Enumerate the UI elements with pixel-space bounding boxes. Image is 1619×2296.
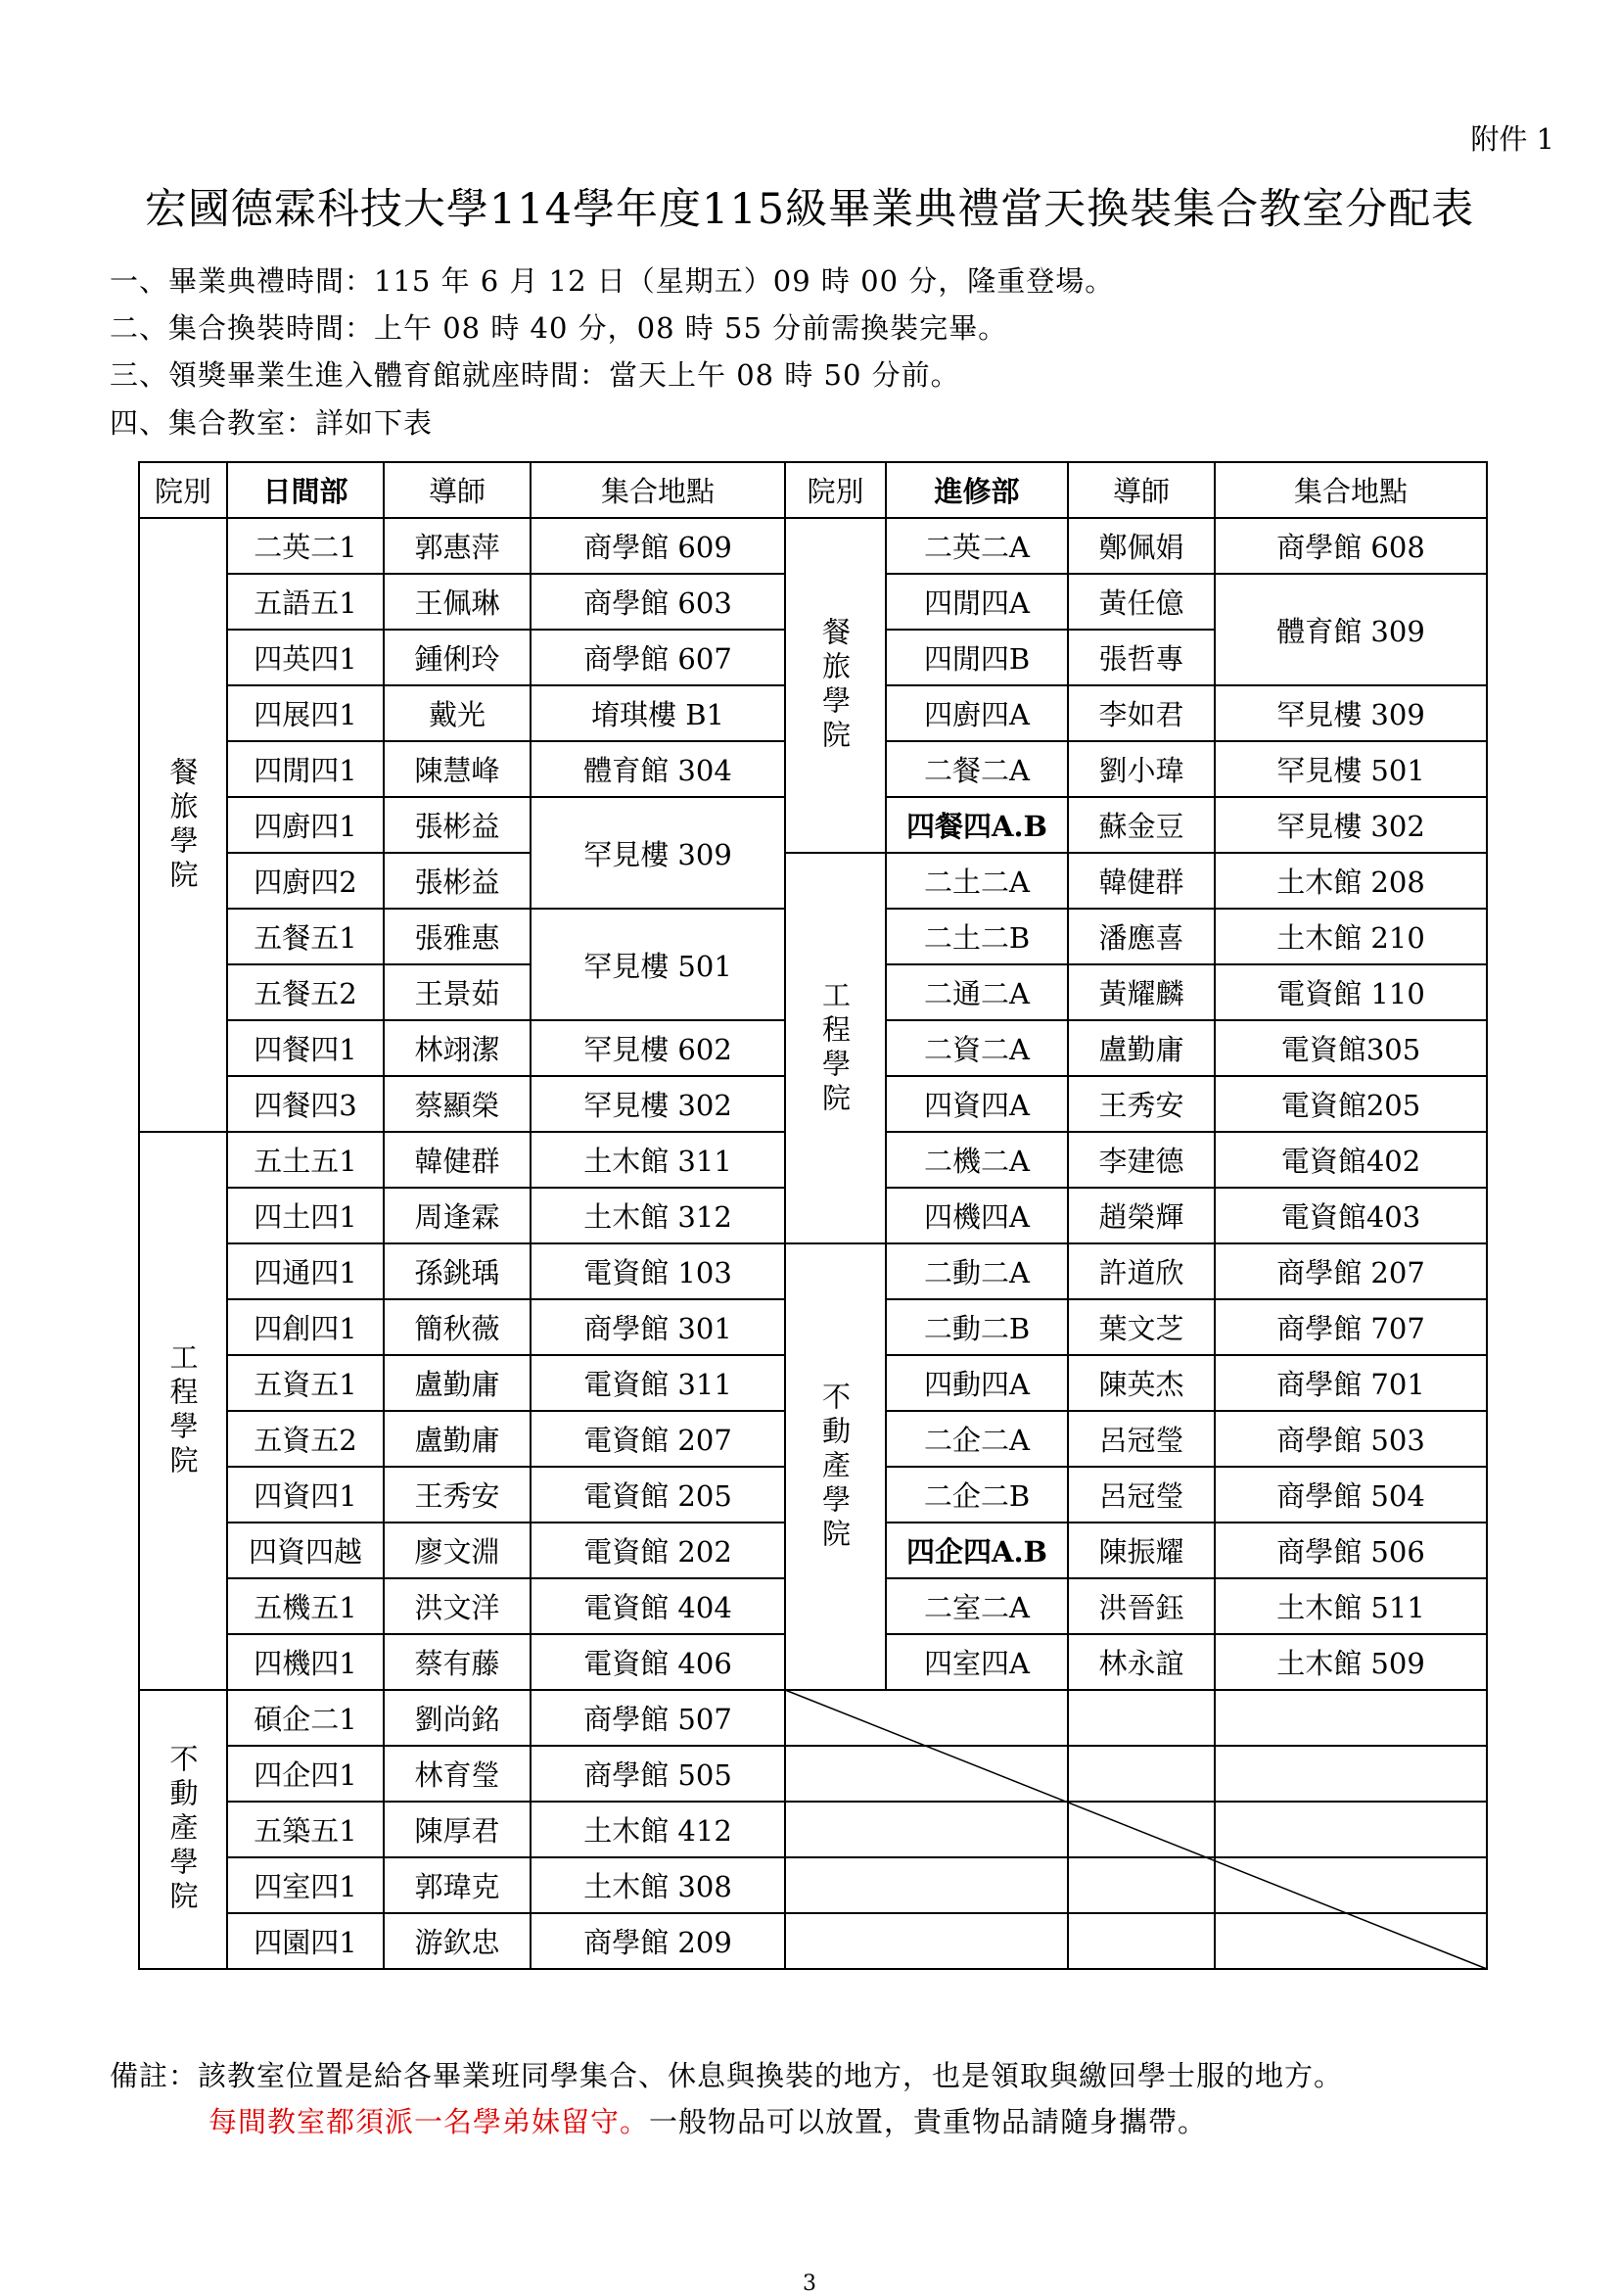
note-line-2 — [208, 2100, 1207, 2140]
empty-cell — [1068, 1802, 1215, 1857]
header-college-day: 院別 — [139, 462, 227, 518]
table-row — [139, 1857, 1487, 1913]
evening-class: 二英二A — [886, 518, 1068, 574]
evening-location: 電資館402 — [1215, 1132, 1487, 1188]
evening-teacher: 趙榮輝 — [1068, 1188, 1215, 1243]
day-class: 四創四1 — [227, 1299, 384, 1355]
header-evening-division: 進修部 — [886, 462, 1068, 518]
evening-teacher: 張哲專 — [1068, 630, 1215, 685]
day-location: 罕見樓 302 — [531, 1076, 785, 1132]
info-line-4: 四、集合教室：詳如下表 — [110, 406, 434, 440]
day-teacher: 周逢霖 — [384, 1188, 531, 1243]
day-location: 電資館 311 — [531, 1355, 785, 1411]
evening-teacher: 盧勤庸 — [1068, 1020, 1215, 1076]
day-location: 電資館 207 — [531, 1411, 785, 1467]
college-cell-evening: 不動產學院 — [785, 1243, 886, 1690]
evening-class: 四廚四A — [886, 685, 1068, 741]
evening-class: 四室四A — [886, 1634, 1068, 1690]
day-class: 四廚四1 — [227, 797, 384, 853]
note-red-text: 每間教室都須派一名學弟妹留守。 — [208, 2105, 650, 2138]
day-location: 商學館 209 — [531, 1913, 785, 1969]
evening-location: 電資館 110 — [1215, 964, 1487, 1020]
evening-location: 土木館 210 — [1215, 909, 1487, 964]
college-cell-evening: 工程學院 — [785, 853, 886, 1243]
evening-class: 二動二A — [886, 1243, 1068, 1299]
evening-location: 商學館 701 — [1215, 1355, 1487, 1411]
evening-class: 二企二A — [886, 1411, 1068, 1467]
evening-teacher: 洪晉鈺 — [1068, 1578, 1215, 1634]
attachment-label: 附件 1 — [1470, 122, 1554, 156]
header-day-division: 日間部 — [227, 462, 384, 518]
evening-location: 土木館 208 — [1215, 853, 1487, 909]
info-line-1: 一、畢業典禮時間：115 年 6 月 12 日（星期五）09 時 00 分，隆重登場。 — [110, 264, 1115, 298]
evening-teacher: 蘇金豆 — [1068, 797, 1215, 853]
table-row — [139, 1913, 1487, 1969]
day-class: 四英四1 — [227, 630, 384, 685]
day-class: 五機五1 — [227, 1578, 384, 1634]
day-location: 商學館 603 — [531, 574, 785, 630]
empty-cell — [886, 1802, 1068, 1857]
day-teacher: 張彬益 — [384, 853, 531, 909]
day-teacher: 韓健群 — [384, 1132, 531, 1188]
day-class: 五資五1 — [227, 1355, 384, 1411]
evening-class: 四餐四A.B — [886, 797, 1068, 853]
evening-teacher: 許道欣 — [1068, 1243, 1215, 1299]
day-location: 電資館 202 — [531, 1523, 785, 1578]
evening-teacher: 陳振耀 — [1068, 1523, 1215, 1578]
page-title: 宏國德霖科技大學114學年度115級畢業典禮當天換裝集合教室分配表 — [144, 185, 1475, 234]
header-location-evening: 集合地點 — [1215, 462, 1487, 518]
day-class: 四園四1 — [227, 1913, 384, 1969]
evening-teacher: 呂冠瑩 — [1068, 1467, 1215, 1523]
day-location: 土木館 312 — [531, 1188, 785, 1243]
table-header-row — [139, 462, 1487, 518]
empty-cell — [1215, 1802, 1487, 1857]
empty-cell — [1068, 1690, 1215, 1746]
day-teacher: 張彬益 — [384, 797, 531, 853]
evening-teacher: 李建德 — [1068, 1132, 1215, 1188]
evening-class: 四機四A — [886, 1188, 1068, 1243]
day-class: 五餐五1 — [227, 909, 384, 964]
day-location: 商學館 609 — [531, 518, 785, 574]
info-line-3: 三、領獎畢業生進入體育館就座時間：當天上午 08 時 50 分前。 — [110, 358, 960, 392]
day-class: 四企四1 — [227, 1746, 384, 1802]
info-line-2: 二、集合換裝時間：上午 08 時 40 分，08 時 55 分前需換裝完畢。 — [110, 311, 1008, 345]
day-teacher: 王景茹 — [384, 964, 531, 1020]
day-teacher: 陳慧峰 — [384, 741, 531, 797]
empty-cell — [1068, 1913, 1215, 1969]
table-row — [139, 1802, 1487, 1857]
note-line-1: 備註：該教室位置是給各畢業班同學集合、休息與換裝的地方，也是領取與繳回學士服的地方。 — [110, 2059, 1344, 2092]
evening-location: 電資館403 — [1215, 1188, 1487, 1243]
header-college-evening: 院別 — [785, 462, 886, 518]
evening-location: 罕見樓 302 — [1215, 797, 1487, 853]
day-class: 五築五1 — [227, 1802, 384, 1857]
empty-cell — [1215, 1913, 1487, 1969]
day-location: 體育館 304 — [531, 741, 785, 797]
day-class: 四通四1 — [227, 1243, 384, 1299]
day-teacher: 陳厚君 — [384, 1802, 531, 1857]
day-class: 四餐四1 — [227, 1020, 384, 1076]
day-teacher: 王佩琳 — [384, 574, 531, 630]
table-row — [139, 1243, 1487, 1299]
empty-cell-college — [785, 1802, 886, 1857]
day-teacher: 蔡有藤 — [384, 1634, 531, 1690]
day-class: 五資五2 — [227, 1411, 384, 1467]
evening-class: 四閒四B — [886, 630, 1068, 685]
assignment-table — [138, 461, 1488, 1970]
day-location: 商學館 607 — [531, 630, 785, 685]
table-body — [139, 518, 1487, 1969]
header-teacher-evening: 導師 — [1068, 462, 1215, 518]
day-class: 五語五1 — [227, 574, 384, 630]
day-teacher: 廖文淵 — [384, 1523, 531, 1578]
day-teacher: 林翊潔 — [384, 1020, 531, 1076]
header-location-day: 集合地點 — [531, 462, 785, 518]
empty-cell — [1068, 1746, 1215, 1802]
evening-teacher: 潘應喜 — [1068, 909, 1215, 964]
evening-location: 罕見樓 501 — [1215, 741, 1487, 797]
day-teacher: 劉尚銘 — [384, 1690, 531, 1746]
day-teacher: 郭瑋克 — [384, 1857, 531, 1913]
day-location: 罕見樓 602 — [531, 1020, 785, 1076]
evening-location: 商學館 503 — [1215, 1411, 1487, 1467]
day-teacher: 洪文洋 — [384, 1578, 531, 1634]
day-location: 電資館 406 — [531, 1634, 785, 1690]
evening-teacher: 林永誼 — [1068, 1634, 1215, 1690]
empty-cell-college — [785, 1690, 886, 1746]
evening-location: 商學館 504 — [1215, 1467, 1487, 1523]
day-teacher: 蔡顯榮 — [384, 1076, 531, 1132]
day-location: 土木館 308 — [531, 1857, 785, 1913]
evening-teacher: 黃任億 — [1068, 574, 1215, 630]
day-teacher: 戴光 — [384, 685, 531, 741]
evening-class: 二企二B — [886, 1467, 1068, 1523]
day-class: 四廚四2 — [227, 853, 384, 909]
day-location: 罕見樓 309 — [531, 797, 785, 909]
college-cell-evening: 餐旅學院 — [785, 518, 886, 853]
day-class: 五土五1 — [227, 1132, 384, 1188]
day-location: 土木館 412 — [531, 1802, 785, 1857]
evening-location: 商學館 608 — [1215, 518, 1487, 574]
page-number: 3 — [803, 2272, 816, 2296]
evening-teacher: 黃耀麟 — [1068, 964, 1215, 1020]
day-class: 碩企二1 — [227, 1690, 384, 1746]
evening-class: 二機二A — [886, 1132, 1068, 1188]
evening-teacher: 王秀安 — [1068, 1076, 1215, 1132]
day-class: 四餐四3 — [227, 1076, 384, 1132]
day-teacher: 鍾俐玲 — [384, 630, 531, 685]
day-class: 四室四1 — [227, 1857, 384, 1913]
evening-location: 體育館 309 — [1215, 574, 1487, 685]
evening-teacher: 葉文芝 — [1068, 1299, 1215, 1355]
day-location: 商學館 507 — [531, 1690, 785, 1746]
evening-teacher: 陳英杰 — [1068, 1355, 1215, 1411]
day-teacher: 郭惠萍 — [384, 518, 531, 574]
evening-class: 二土二B — [886, 909, 1068, 964]
evening-class: 四企四A.B — [886, 1523, 1068, 1578]
day-class: 五餐五2 — [227, 964, 384, 1020]
empty-cell — [1215, 1857, 1487, 1913]
day-teacher: 盧勤庸 — [384, 1355, 531, 1411]
day-teacher: 王秀安 — [384, 1467, 531, 1523]
day-class: 四土四1 — [227, 1188, 384, 1243]
day-location: 土木館 311 — [531, 1132, 785, 1188]
empty-cell — [886, 1746, 1068, 1802]
evening-class: 二餐二A — [886, 741, 1068, 797]
evening-class: 四閒四A — [886, 574, 1068, 630]
day-teacher: 林育瑩 — [384, 1746, 531, 1802]
evening-class: 二資二A — [886, 1020, 1068, 1076]
evening-teacher: 呂冠瑩 — [1068, 1411, 1215, 1467]
evening-teacher: 李如君 — [1068, 685, 1215, 741]
evening-location: 罕見樓 309 — [1215, 685, 1487, 741]
header-teacher-day: 導師 — [384, 462, 531, 518]
day-location: 電資館 103 — [531, 1243, 785, 1299]
evening-class: 二通二A — [886, 964, 1068, 1020]
empty-cell — [886, 1690, 1068, 1746]
empty-cell — [886, 1857, 1068, 1913]
empty-cell-college — [785, 1913, 886, 1969]
table-row — [139, 853, 1487, 909]
evening-class: 四資四A — [886, 1076, 1068, 1132]
day-teacher: 張雅惠 — [384, 909, 531, 964]
day-class: 四展四1 — [227, 685, 384, 741]
evening-location: 商學館 207 — [1215, 1243, 1487, 1299]
day-teacher: 盧勤庸 — [384, 1411, 531, 1467]
day-class: 四資四1 — [227, 1467, 384, 1523]
evening-class: 四動四A — [886, 1355, 1068, 1411]
evening-location: 土木館 511 — [1215, 1578, 1487, 1634]
evening-location: 商學館 506 — [1215, 1523, 1487, 1578]
evening-teacher: 鄭佩娟 — [1068, 518, 1215, 574]
evening-teacher: 劉小瑋 — [1068, 741, 1215, 797]
evening-location: 電資館205 — [1215, 1076, 1487, 1132]
evening-class: 二動二B — [886, 1299, 1068, 1355]
day-location: 電資館 404 — [531, 1578, 785, 1634]
day-location: 商學館 301 — [531, 1299, 785, 1355]
table-row — [139, 1746, 1487, 1802]
day-teacher: 簡秋薇 — [384, 1299, 531, 1355]
day-location: 商學館 505 — [531, 1746, 785, 1802]
empty-cell-college — [785, 1746, 886, 1802]
college-cell-day: 工程學院 — [139, 1132, 227, 1690]
day-teacher: 孫銚瑀 — [384, 1243, 531, 1299]
note-black-text: 一般物品可以放置，貴重物品請隨身攜帶。 — [649, 2105, 1208, 2138]
evening-location: 商學館 707 — [1215, 1299, 1487, 1355]
empty-cell — [886, 1913, 1068, 1969]
college-cell-day: 不動產學院 — [139, 1690, 227, 1969]
table-row — [139, 518, 1487, 574]
evening-teacher: 韓健群 — [1068, 853, 1215, 909]
evening-location: 土木館 509 — [1215, 1634, 1487, 1690]
evening-location: 電資館305 — [1215, 1020, 1487, 1076]
day-class: 四機四1 — [227, 1634, 384, 1690]
empty-cell — [1215, 1690, 1487, 1746]
evening-class: 二室二A — [886, 1578, 1068, 1634]
evening-class: 二土二A — [886, 853, 1068, 909]
day-teacher: 游欽忠 — [384, 1913, 531, 1969]
empty-cell-college — [785, 1857, 886, 1913]
day-location: 電資館 205 — [531, 1467, 785, 1523]
day-location: 堉琪樓 B1 — [531, 685, 785, 741]
college-cell-day: 餐旅學院 — [139, 518, 227, 1132]
empty-cell — [1215, 1746, 1487, 1802]
day-class: 四閒四1 — [227, 741, 384, 797]
day-class: 四資四越 — [227, 1523, 384, 1578]
empty-cell — [1068, 1857, 1215, 1913]
day-location: 罕見樓 501 — [531, 909, 785, 1020]
day-class: 二英二1 — [227, 518, 384, 574]
table-row — [139, 1690, 1487, 1746]
